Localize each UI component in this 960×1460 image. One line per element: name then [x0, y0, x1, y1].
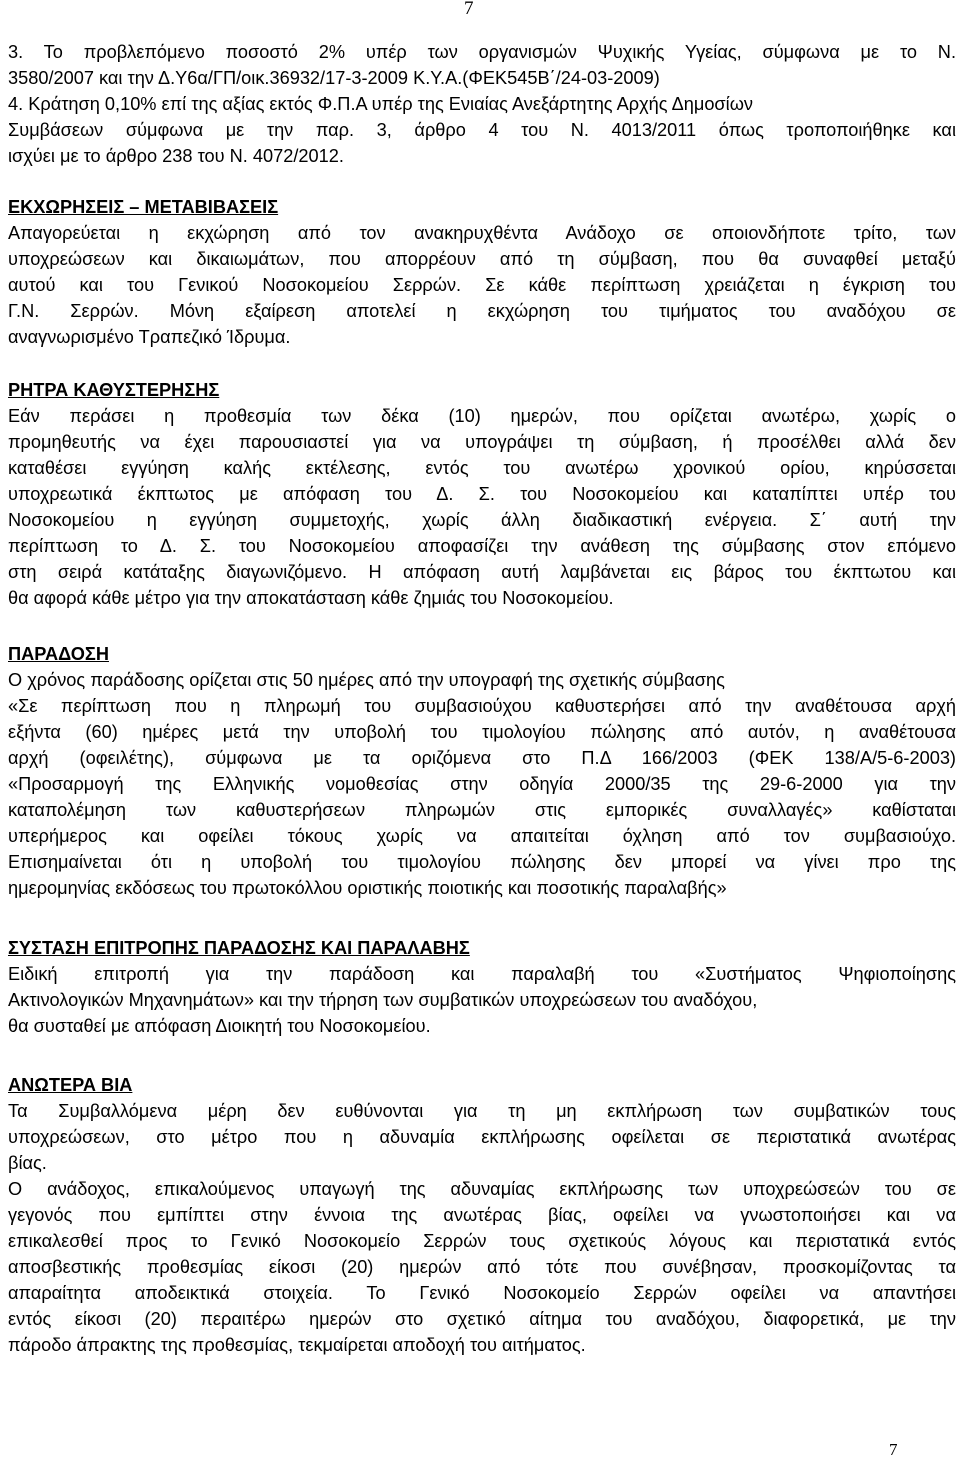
intro-line: Συμβάσεων σύμφωνα με την παρ. 3, άρθρο 4 του Ν. 4013/2011 όπως τροποποιήθηκε και: [8, 120, 956, 140]
paragraph-line: απαραίτητα αποδεικτικά στοιχεία. Το Γενικό Νοσοκομείο Σερρών οφείλει να απαντήσει: [8, 1283, 956, 1303]
paragraph-line: αποσβεστικής προθεσμίας είκοσι (20) ημερών από τότε που συνέβησαν, προσκομίζοντας τα: [8, 1257, 956, 1277]
paragraph-line: ημερομηνίας εκδόσεως του πρωτοκόλλου οριστικής ποιοτικής και ποσοτικής παραλαβής»: [8, 878, 727, 898]
paragraph-line: «Σε περίπτωση που η πληρωμή του συμβασιούχου καθυστερήσει από την αναθέτουσα αρχή: [8, 696, 956, 716]
intro-line: ισχύει με το άρθρο 238 του Ν. 4072/2012.: [8, 146, 344, 166]
paragraph-line: αυτού και του Γενικού Νοσοκομείου Σερρών. Σε κάθε περίπτωση χρειάζεται η έγκριση του: [8, 275, 956, 295]
paragraph-line: καταπολέμηση των καθυστερήσεων πληρωμών στις εμπορικές συναλλαγές» καθίσταται: [8, 800, 956, 820]
paragraph-line: βίας.: [8, 1153, 47, 1173]
section-force-majeure: [8, 1072, 956, 1358]
section-heading: ΣΥΣΤΑΣΗ ΕΠΙΤΡΟΠΗΣ ΠΑΡΑΔΟΣΗΣ ΚΑΙ ΠΑΡΑΛΑΒΗΣ: [8, 938, 470, 958]
paragraph-line: περίπτωση το Δ. Σ. του Νοσοκομείου αποφασίζει την ανάθεση της σύμβασης στον επόμενο: [8, 536, 956, 556]
paragraph-line: Επισημαίνεται ότι η υποβολή του τιμολογίου πώλησης δεν μπορεί να γίνει προ της: [8, 852, 956, 872]
paragraph-line: Ειδική επιτροπή για την παράδοση και παραλαβή του «Συστήματος Ψηφιοποίησης: [8, 964, 956, 984]
paragraph-line: πάροδο άπρακτης της προθεσμίας, τεκμαίρεται αποδοχή του αιτήματος.: [8, 1335, 586, 1355]
section-heading: ΕΚΧΩΡΗΣΕΙΣ – ΜΕΤΑΒΙΒΑΣΕΙΣ: [8, 197, 279, 217]
intro-line: 4. Κράτηση 0,10% επί της αξίας εκτός Φ.Π.Α υπέρ της Ενιαίας Ανεξάρτητης Αρχής Δημοσίων: [8, 94, 753, 114]
paragraph-line: Ο ανάδοχος, επικαλούμενος υπαγωγή της αδυναμίας εκπλήρωσης των υποχρεώσεών του σε: [8, 1179, 956, 1199]
paragraph-line: εξήντα (60) ημέρες μετά την υποβολή του τιμολογίου πώλησης από αυτόν, η αναθέτουσα: [8, 722, 956, 742]
paragraph-line: Εάν περάσει η προθεσμία των δέκα (10) ημερών, που ορίζεται ανωτέρω, χωρίς ο: [8, 406, 956, 426]
intro-block: [8, 39, 956, 169]
paragraph-line: «Προσαρμογή της Ελληνικής νομοθεσίας στην οδηγία 2000/35 της 29-6-2000 για την: [8, 774, 956, 794]
section-delivery: [8, 641, 956, 901]
paragraph-line: υπερήμερος και οφείλει τόκους χωρίς να απαιτείται όχληση από τον συμβασιούχο.: [8, 826, 956, 846]
paragraph-line: υποχρεώσεων, στο μέτρο που η αδυναμία εκπλήρωσης οφείλεται σε περιστατικά ανωτέρας: [8, 1127, 956, 1147]
paragraph-line: γεγονός που εμπίπτει στην έννοια της ανωτέρας βίας, οφείλει να γνωστοποιήσει και να: [8, 1205, 956, 1225]
section-committee: [8, 935, 956, 1039]
section-heading: ΡΗΤΡΑ ΚΑΘΥΣΤΕΡΗΣΗΣ: [8, 380, 220, 400]
paragraph-line: υποχρεώσεων και δικαιωμάτων, που απορρέουν από τη σύμβαση, που θα συναφθεί μεταξύ: [8, 249, 956, 269]
paragraph-line: υποχρεωτικά έκπτωτος με απόφαση του Δ. Σ. του Νοσοκομείου και καταπίπτει υπέρ του: [8, 484, 956, 504]
paragraph-line: αρχή (οφειλέτης), σύμφωνα με τα οριζόμενα στο Π.Δ 166/2003 (ΦΕΚ 138/Α/5-6-2003): [8, 748, 956, 768]
page-number-bottom: 7: [889, 1440, 898, 1459]
section-assignments: [8, 194, 956, 350]
intro-line: 3. Το προβλεπόμενο ποσοστό 2% υπέρ των οργανισμών Ψυχικής Υγείας, σύμφωνα με το Ν.: [8, 42, 956, 62]
paragraph-line: προμηθευτής να έχει παρουσιαστεί για να υπογράψει τη σύμβαση, ή προσέλθει αλλά δεν: [8, 432, 956, 452]
page-number-top: 7: [464, 0, 474, 19]
paragraph-line: θα συσταθεί με απόφαση Διοικητή του Νοσοκομείου.: [8, 1016, 431, 1036]
paragraph-line: επικαλεσθεί προς το Γενικό Νοσοκομείο Σερρών τους σχετικούς λόγους και περιστατικά εντός: [8, 1231, 956, 1251]
paragraph-line: Τα Συμβαλλόμενα μέρη δεν ευθύνονται για τη μη εκπλήρωση των συμβατικών τους: [8, 1101, 956, 1121]
section-heading: ΑΝΩΤΕΡΑ ΒΙΑ: [8, 1075, 133, 1095]
section-delay-clause: [8, 377, 956, 611]
section-heading: ΠΑΡΑΔΟΣΗ: [8, 644, 109, 664]
paragraph-line: αναγνωρισμένο Τραπεζικό Ίδρυμα.: [8, 327, 291, 347]
paragraph-line: θα αφορά κάθε μέτρο για την αποκατάσταση κάθε ζημιάς του Νοσοκομείου.: [8, 588, 614, 608]
paragraph-line: Ο χρόνος παράδοσης ορίζεται στις 50 ημέρες από την υπογραφή της σχετικής σύμβασης: [8, 670, 725, 690]
intro-line: 3580/2007 και την Δ.Υ6α/ΓΠ/οικ.36932/17-3-2009 Κ.Υ.Α.(ΦΕΚ545Β΄/24-03-2009): [8, 68, 660, 88]
paragraph-line: εντός είκοσι (20) περαιτέρω ημερών στο σχετικό αίτημα του αναδόχου, διαφορετικά, με την: [8, 1309, 956, 1329]
paragraph-line: καταθέσει εγγύηση καλής εκτέλεσης, εντός του ανωτέρω χρονικού ορίου, κηρύσσεται: [8, 458, 956, 478]
paragraph-line: Νοσοκομείου η εγγύηση συμμετοχής, χωρίς άλλη διαδικαστική ενέργεια. Σ΄ αυτή την: [8, 510, 956, 530]
paragraph-line: Ακτινολογικών Μηχανημάτων» και την τήρηση των συμβατικών υποχρεώσεων του αναδόχου,: [8, 990, 758, 1010]
paragraph-line: Γ.Ν. Σερρών. Μόνη εξαίρεση αποτελεί η εκχώρηση του τιμήματος του αναδόχου σε: [8, 301, 956, 321]
paragraph-line: στη σειρά κατάταξης διαγωνιζόμενο. Η απόφαση αυτή λαμβάνεται εις βάρος του έκπτωτου και: [8, 562, 956, 582]
paragraph-line: Απαγορεύεται η εκχώρηση από τον ανακηρυχθέντα Ανάδοχο σε οποιονδήποτε τρίτο, των: [8, 223, 956, 243]
